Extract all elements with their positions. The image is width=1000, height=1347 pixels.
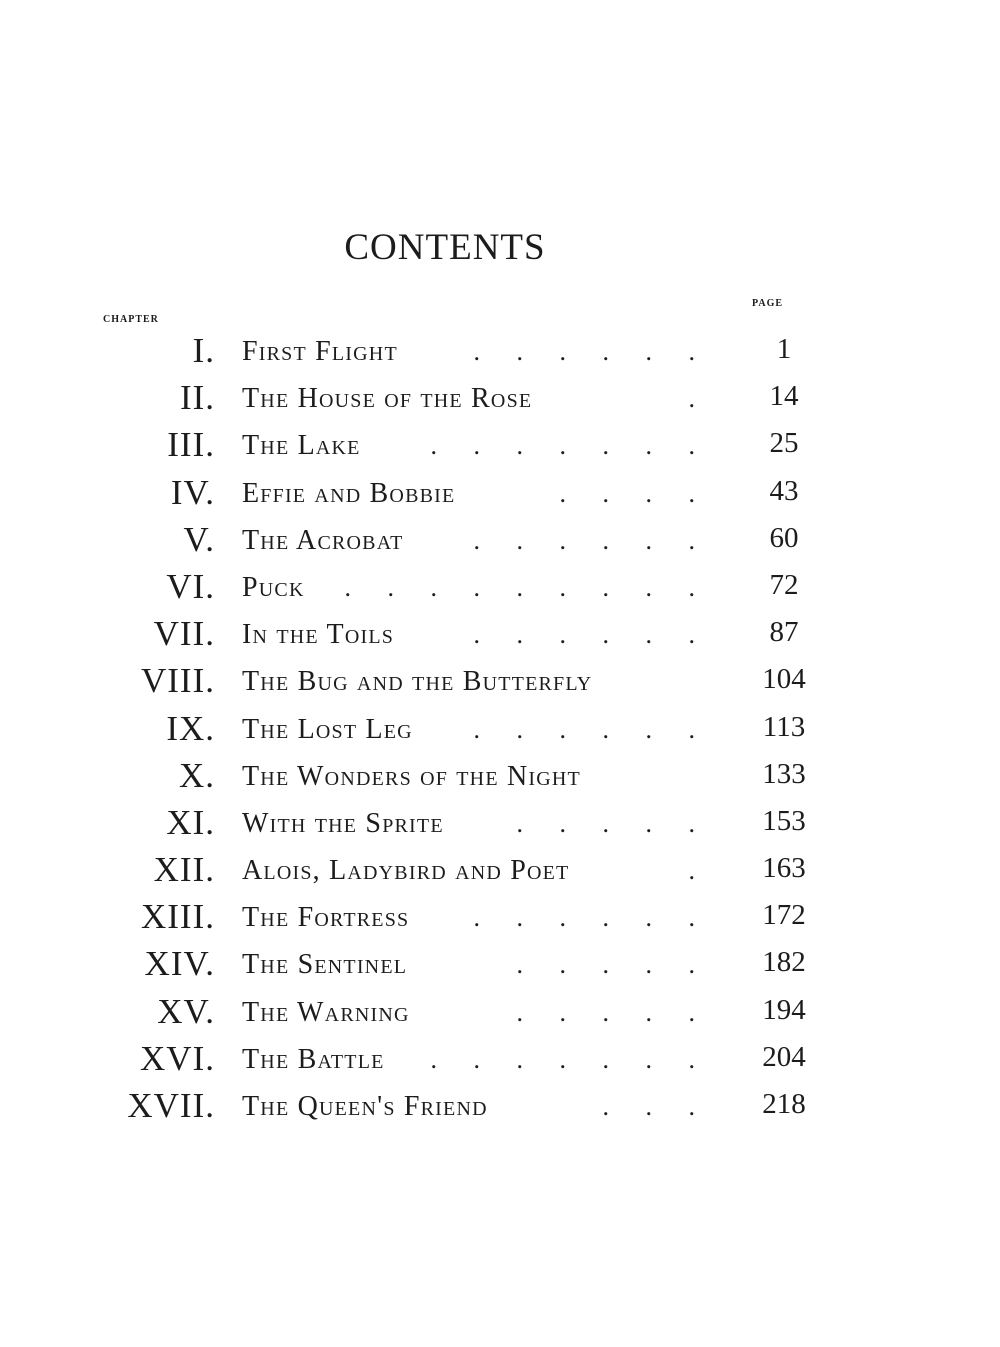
dot-leader: . . . . . — [516, 997, 710, 1027]
chapter-title: Alois, Ladybird and Poet — [242, 855, 570, 887]
page-number: 204 — [762, 1040, 806, 1073]
chapter-number: IV. — [170, 472, 215, 512]
page-number: 104 — [762, 663, 806, 696]
toc-entry — [0, 1082, 1000, 1129]
chapter-title: The Sentinel — [242, 949, 408, 981]
chapter-number: III. — [167, 425, 215, 465]
dot-leader: . . . . . . — [473, 337, 710, 366]
chapter-title: The Battle — [242, 1043, 385, 1075]
page-number: 163 — [762, 852, 806, 885]
chapter-title: With the Sprite — [242, 807, 444, 839]
page-number: 218 — [762, 1088, 806, 1120]
chapter-number: XI. — [166, 802, 215, 842]
page-number: 113 — [762, 710, 806, 743]
page-number: 172 — [762, 899, 806, 932]
chapter-number: XIII. — [141, 897, 215, 937]
page-number: 182 — [762, 946, 806, 979]
chapter-number: VII. — [153, 614, 215, 654]
chapter-title: The Wonders of the Night — [242, 760, 581, 792]
toc-entry — [0, 940, 1000, 987]
chapter-title: The Lost Leg — [242, 713, 413, 745]
chapter-number: XVII. — [127, 1086, 215, 1125]
dot-leader: . . . . . — [516, 950, 710, 980]
dot-leader: . . . . . — [516, 808, 710, 838]
chapter-number: V. — [183, 519, 215, 559]
chapter-title: The Lake — [242, 430, 361, 462]
chapter-number: IX. — [166, 708, 215, 748]
chapter-title: In the Toils — [242, 619, 395, 651]
toc-entry — [0, 1035, 1000, 1082]
page-number: 60 — [769, 521, 799, 554]
toc-entry — [0, 421, 1000, 468]
page-number: 194 — [762, 993, 806, 1026]
toc-entry — [0, 705, 1000, 752]
toc-entry — [0, 563, 1000, 610]
chapter-number: X. — [178, 755, 215, 795]
dot-leader: . . . . . . — [473, 714, 710, 744]
dot-leader: . — [688, 856, 710, 886]
chapter-number: VIII. — [141, 661, 215, 701]
page-number: 133 — [762, 757, 806, 790]
toc-entry — [0, 893, 1000, 940]
toc-entry — [0, 752, 1000, 799]
dot-leader: . . . . — [559, 478, 710, 508]
chapter-number: XV. — [157, 991, 215, 1031]
page-number: 153 — [762, 804, 806, 837]
page-number: 1 — [776, 333, 792, 365]
page-number: 87 — [769, 616, 799, 649]
toc-entry — [0, 846, 1000, 893]
page-column-label: PAGE — [752, 298, 784, 309]
table-of-contents — [0, 327, 1000, 1129]
toc-entry — [0, 469, 1000, 516]
dot-leader: . . . . . . . . . — [344, 572, 710, 602]
page-number: 25 — [769, 427, 799, 460]
page-title: CONTENTS — [344, 227, 546, 268]
chapter-number: XVI. — [140, 1038, 215, 1078]
chapter-title: Puck — [242, 571, 305, 603]
chapter-title: The House of the Rose — [242, 383, 533, 415]
chapter-title: Effie and Bobbie — [242, 477, 456, 509]
toc-entry — [0, 327, 1000, 374]
chapter-number: I. — [192, 331, 215, 370]
chapter-title: The Acrobat — [242, 524, 404, 556]
chapter-number: II. — [179, 378, 215, 418]
page-number: 72 — [769, 568, 799, 601]
dot-leader: . — [688, 384, 710, 414]
chapter-column-label: CHAPTER — [103, 314, 159, 325]
dot-leader: . . . . . . . — [430, 431, 710, 461]
chapter-title: The Bug and the Butterfly — [242, 666, 593, 698]
chapter-number: XIV. — [144, 944, 215, 984]
chapter-title: The Warning — [242, 996, 410, 1028]
toc-entry — [0, 657, 1000, 704]
chapter-title: The Fortress — [242, 902, 410, 934]
chapter-title: The Queen's Friend — [242, 1091, 488, 1122]
chapter-number: VI. — [166, 566, 215, 606]
dot-leader: . . . . . . . — [430, 1044, 710, 1074]
page-number: 43 — [769, 474, 799, 507]
dot-leader: . . . . . . — [473, 525, 710, 555]
toc-entry — [0, 374, 1000, 421]
toc-entry — [0, 988, 1000, 1035]
toc-entry — [0, 799, 1000, 846]
toc-entry — [0, 516, 1000, 563]
dot-leader: . . . . . . — [473, 903, 710, 933]
page-number: 14 — [769, 380, 799, 413]
toc-entry — [0, 610, 1000, 657]
chapter-title: First Flight — [242, 336, 398, 367]
chapter-number: XII. — [153, 850, 215, 890]
dot-leader: . . . — [602, 1092, 710, 1121]
dot-leader: . . . . . . — [473, 620, 710, 650]
